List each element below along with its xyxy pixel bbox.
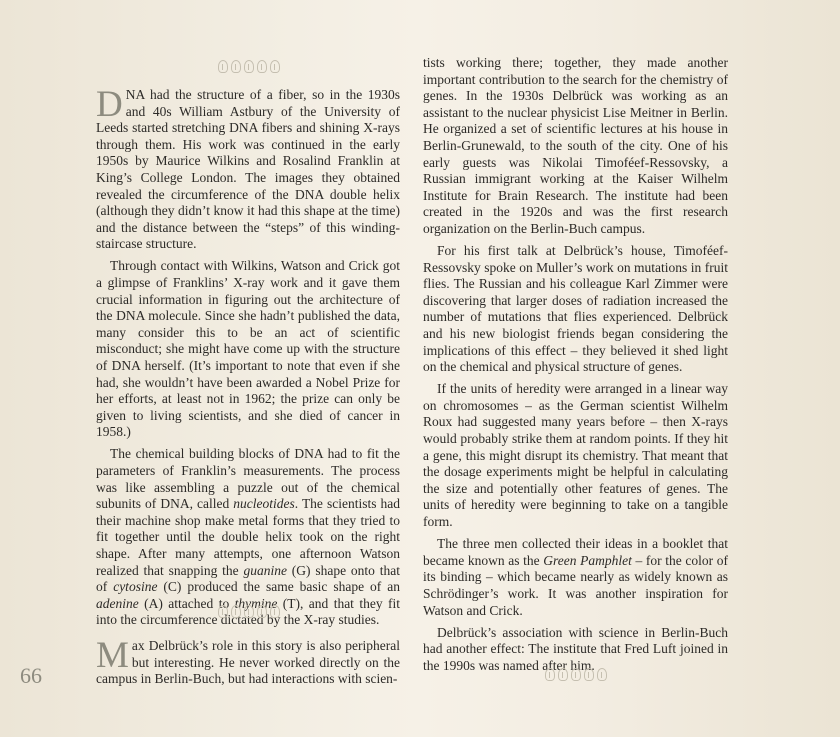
paragraph: For his first talk at Delbrück’s house, Timoféef-Ressovsky spoke on Muller’s work on mutations in fruit flies. The Russian and his colleague Karl Zimmer were discovering that larger doses of radiation increased the number of mutations that flies experienced. Delbrück and his new biologist friends began considering the implications of this effect – they believed it shed light on the chemical and physical structure of genes.	[423, 243, 728, 375]
hand-ornament-icon	[270, 605, 280, 618]
paragraph: tists working there; together, they made another important contribution to the search for the chemistry of genes. In the 1930s Delbrück was working as an assistant to the nuclear physicist Lise Meitner in Berlin. He organized a set of scientific lectures at his house in Berlin-Grunewald, to the south of the city. One of his early guests was Nikolai Timoféef-Ressovsky, a Russian immigrant working at the Kaiser Wilhelm Institute for Brain Research. The institute had been created in the 1920s and was the first research organization on the Berlin-Buch campus.	[423, 55, 728, 236]
hand-ornament-icon	[545, 668, 555, 681]
right-column	[423, 55, 728, 680]
ornament-mid-left	[218, 605, 280, 618]
hand-ornament-icon	[231, 60, 241, 73]
left-column	[96, 84, 401, 635]
hand-ornament-icon	[558, 668, 568, 681]
hand-ornament-icon	[257, 605, 267, 618]
hand-ornament-icon	[244, 60, 254, 73]
hand-ornament-icon	[584, 668, 594, 681]
drop-cap: D	[96, 84, 123, 125]
hand-ornament-icon	[218, 60, 228, 73]
paragraph: Max Delbrück’s role in this story is also peripheral but interesting. He never worked directly on the campus in Berlin-Buch, but had interactions with scien-	[96, 635, 400, 687]
hand-ornament-icon	[218, 605, 228, 618]
hand-ornament-icon	[571, 668, 581, 681]
paragraph: The three men collected their ideas in a booklet that became known as the Green Pamphlet – for the color of its binding – which became nearly as widely known as Schrödinger’s work. It was another inspiration for Watson and Crick.	[423, 536, 728, 618]
drop-cap: M	[96, 635, 129, 676]
hand-ornament-icon	[597, 668, 607, 681]
hand-ornament-icon	[257, 60, 267, 73]
paragraph: Delbrück’s association with science in Berlin-Buch had another effect: The institute that Fred Luft joined in the 1990s was named after him.	[423, 624, 728, 673]
paragraph: DNA had the structure of a fiber, so in the 1930s and 40s William Astbury of the University of Leeds started stretching DNA fibers and shining X-rays through them. His work was continued in the early 1950s by Maurice Wilkins and Rosalind Franklin at King’s College London. The images they obtained revealed the circumference of the DNA double helix (although they didn’t know it had this shape at the time) and the distance between the “steps” of this winding-staircase structure.	[96, 84, 400, 252]
paragraph: If the units of heredity were arranged in a linear way on chromosomes – as the German scientist Wilhelm Roux had suggested many years before – then X-rays would probably strike them at random points. If they hit a gene, this might disrupt its chemistry. That meant that the dosage experiments might be helpful in calculating the size and potentially other features of genes. The units of heredity were beginning to take on a tangible form.	[423, 381, 728, 530]
ornament-bottom-right	[545, 668, 607, 681]
page-number: 66	[20, 663, 42, 688]
ornament-top-left	[218, 60, 280, 73]
left-column-bottom	[96, 635, 400, 693]
paragraph: The chemical building blocks of DNA had to fit the parameters of Franklin’s measurements. The process was like assembling a puzzle out of the chemical subunits of DNA, called nucleotides. The scientists had their machine shop make metal forms that they tried to fit together until the double helix took on the right shape. After many attempts, one afternoon Watson realized that snapping the guanine (G) shape onto that of cytosine (C) produced the same basic shape of an adenine (A) attached to thymine (T), and that they fit into the circumference dictated by the X-ray studies.	[96, 446, 401, 628]
paragraph: Through contact with Wilkins, Watson and Crick got a glimpse of Franklins’ X-ray work and it gave them crucial information in figuring out the architecture of the DNA molecule. Since she hadn’t published the data, many consider this to be an act of scientific misconduct; she might have come up with the structure of DNA herself. (It’s important to note that even if she had, she wouldn’t have been awarded a Nobel Prize for her efforts, at least not in 1962; the prize can only be given to living scientists, and she died of cancer in 1958.)	[96, 258, 400, 440]
hand-ornament-icon	[270, 60, 280, 73]
hand-ornament-icon	[244, 605, 254, 618]
hand-ornament-icon	[231, 605, 241, 618]
